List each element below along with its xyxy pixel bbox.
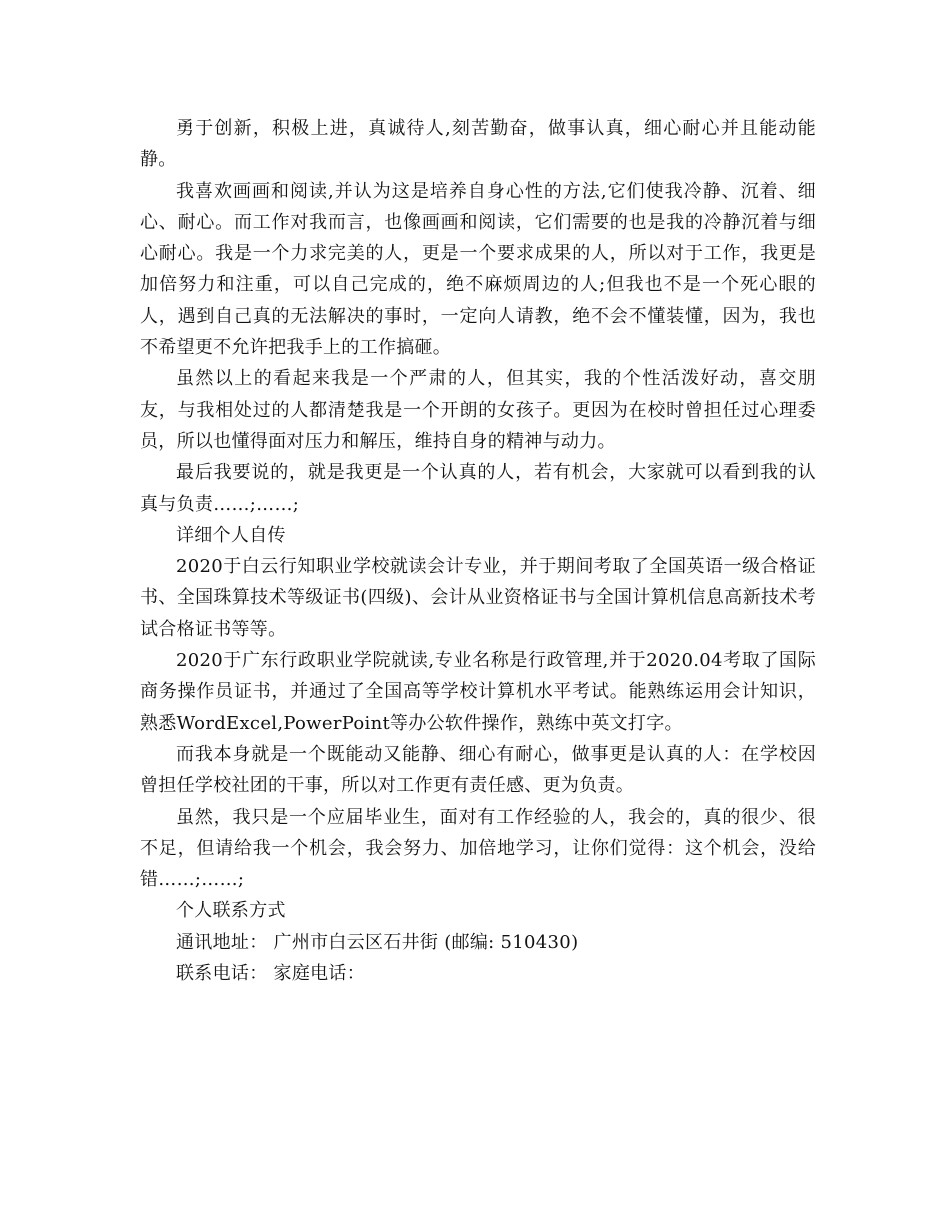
paragraph-hobbies: 我喜欢画画和阅读,并认为这是培养自身心性的方法,它们使我冷静、沉着、细心、耐心。而工作对我而言，也像画画和阅读，它们需要的也是我的冷静沉着与细心耐心。我是一个力求完美的人，更是一个要求成果的人，所以对于工作，我更是加倍努力和注重，可以自己完成的，绝不麻烦周边的人;但我也不是一个死心眼的人，遇到自己真的无法解决的事时，一定向人请教，绝不会不懂装懂，因为，我也不希望更不允许把我手上的工作搞砸。: [140, 180, 816, 359]
paragraph-closing: 最后我要说的，就是我更是一个认真的人，若有机会，大家就可以看到我的认真与负责……;……;: [140, 462, 816, 515]
paragraph-personality: 虽然以上的看起来我是一个严肃的人，但其实，我的个性活泼好动，喜交朋友，与我相处过的人都清楚我是一个开朗的女孩子。更因为在校时曾担任过心理委员，所以也懂得面对压力和解压，维持自身的精神与动力。: [140, 368, 816, 452]
paragraph-request: 虽然，我只是一个应届毕业生，面对有工作经验的人，我会的，真的很少、很不足，但请给我一个机会，我会努力、加倍地学习，让你们觉得：这个机会，没给错……;……;: [140, 806, 816, 891]
paragraph-education-1: 2020于白云行知职业学校就读会计专业，并于期间考取了全国英语一级合格证书、全国珠算技术等级证书(四级)、会计从业资格证书与全国计算机信息高新技术考试合格证书等等。: [140, 556, 816, 640]
paragraph-character: 而我本身就是一个既能动又能静、细心有耐心，做事更是认真的人：在学校因曾担任学校社团的干事，所以对工作更有责任感、更为负责。: [140, 743, 816, 797]
contact-phone: 联系电话： 家庭电话：: [176, 963, 366, 985]
paragraph-education-2: 2020于广东行政职业学院就读,专业名称是行政管理,并于2020.04考取了国际商务操作员证书，并通过了全国高等学校计算机水平考试。能熟练运用会计知识，熟悉WordExcel,PowerPoint等办公软件操作，熟练中英文打字。: [140, 650, 816, 734]
document-body: [140, 113, 816, 989]
section-heading-contact: 个人联系方式: [176, 900, 286, 922]
section-heading-autobiography: 详细个人自传: [176, 524, 286, 546]
paragraph-self-intro: 勇于创新，积极上进，真诚待人,刻苦勤奋，做事认真，细心耐心并且能动能静。: [140, 118, 816, 171]
contact-address: 通讯地址： 广州市白云区石井街 (邮编: 510430): [176, 931, 579, 953]
